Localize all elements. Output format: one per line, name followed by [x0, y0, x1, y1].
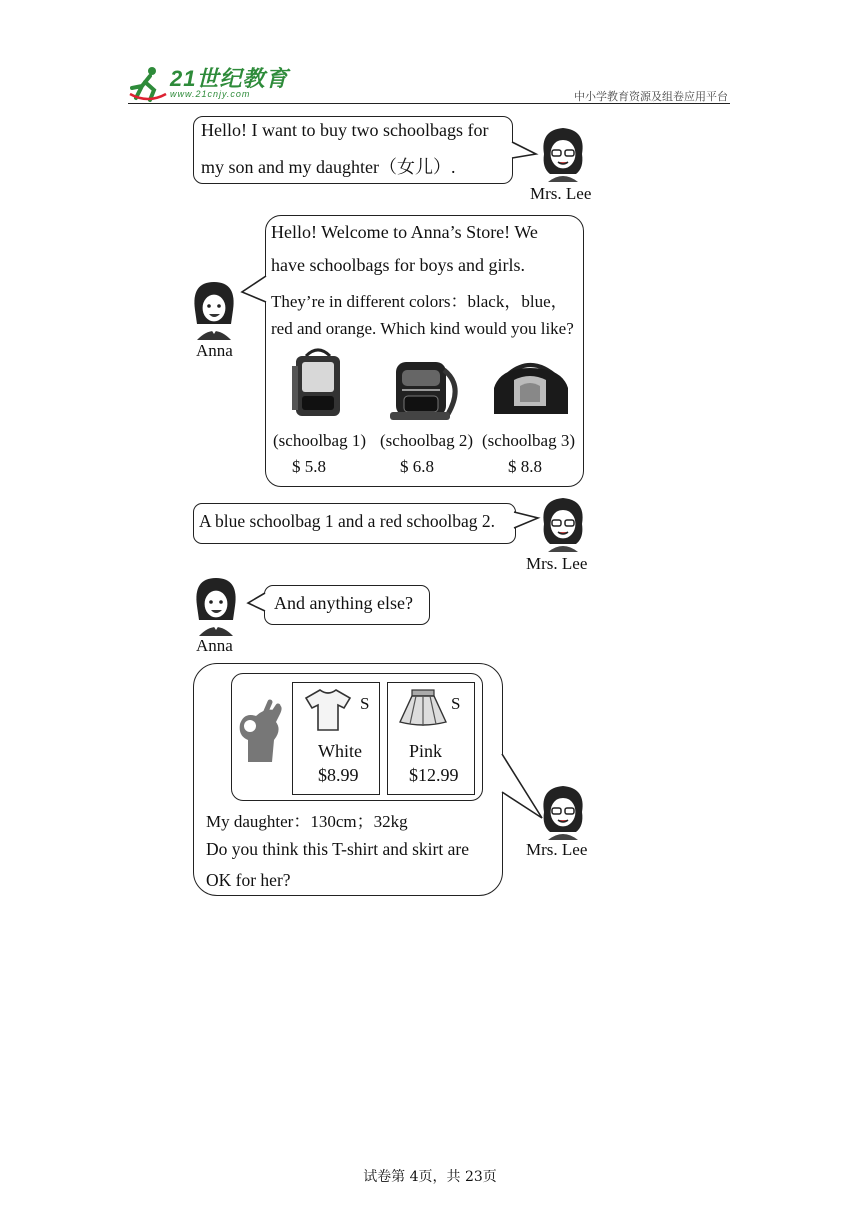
- lee-line-6: OK for her?: [206, 870, 291, 890]
- anna-line-1: Hello! Welcome to Anna’s Store! We: [271, 222, 538, 242]
- tshirt-size: S: [360, 694, 370, 713]
- speaker-name-lee: Mrs. Lee: [526, 554, 588, 573]
- bubble-tail: [240, 274, 268, 308]
- schoolbag-3-icon: [490, 358, 572, 420]
- skirt-icon: [398, 688, 448, 728]
- schoolbag-2-icon: [386, 356, 466, 422]
- page-footer: 试卷第 4页，共 23页: [363, 1169, 497, 1185]
- speaker-name-lee: Mrs. Lee: [526, 840, 588, 859]
- header-divider: [128, 103, 730, 104]
- skirt-color: Pink: [409, 741, 443, 761]
- mrs-lee-avatar-icon: [538, 782, 588, 840]
- bag-price-3: $ 8.8: [508, 457, 542, 476]
- mrs-lee-avatar-icon: [538, 124, 588, 182]
- platform-name: 中小学教育资源及组卷应用平台: [574, 90, 728, 103]
- speaker-name-anna: Anna: [196, 341, 233, 360]
- tshirt-color: White: [318, 741, 362, 761]
- lee-line-2: my son and my daughter（女儿）.: [201, 157, 456, 177]
- anna-line-2: have schoolbags for boys and girls.: [271, 255, 525, 275]
- lee-line-4: My daughter：130cm；32kg: [206, 812, 408, 831]
- skirt-price: $12.99: [409, 765, 459, 785]
- schoolbag-1-icon: [288, 346, 348, 420]
- bag-price-1: $ 5.8: [292, 457, 326, 476]
- skirt-size: S: [451, 694, 461, 713]
- ok-hand-icon: [234, 700, 284, 766]
- bubble-tail: [245, 590, 267, 616]
- anna-avatar-icon: [191, 278, 237, 340]
- logo-text: 21世纪教育: [170, 66, 289, 91]
- runner-logo-icon: [128, 64, 168, 104]
- lee-line-3: A blue schoolbag 1 and a red schoolbag 2.: [199, 511, 495, 531]
- lee-line-1: Hello! I want to buy two schoolbags for: [201, 120, 489, 140]
- bag-price-2: $ 6.8: [400, 457, 434, 476]
- anna-avatar-icon: [193, 574, 239, 636]
- tshirt-icon: [304, 688, 352, 732]
- bag-caption-3: (schoolbag 3): [482, 431, 576, 450]
- anna-line-3: They’re in different colors：black，blue，: [271, 292, 568, 311]
- logo-url: www.21cnjy.com: [170, 89, 251, 99]
- bag-caption-1: (schoolbag 1): [273, 431, 367, 450]
- mrs-lee-avatar-icon: [538, 494, 588, 552]
- anna-line-4: red and orange. Which kind would you like?: [271, 319, 574, 338]
- lee-line-5: Do you think this T-shirt and skirt are: [206, 839, 469, 859]
- bubble-tail: [510, 140, 540, 160]
- speaker-name-anna: Anna: [196, 636, 233, 655]
- speaker-name-lee: Mrs. Lee: [530, 184, 592, 203]
- tshirt-price: $8.99: [318, 765, 359, 785]
- bag-caption-2: (schoolbag 2): [380, 431, 474, 450]
- anna-line-5: And anything else?: [274, 593, 413, 613]
